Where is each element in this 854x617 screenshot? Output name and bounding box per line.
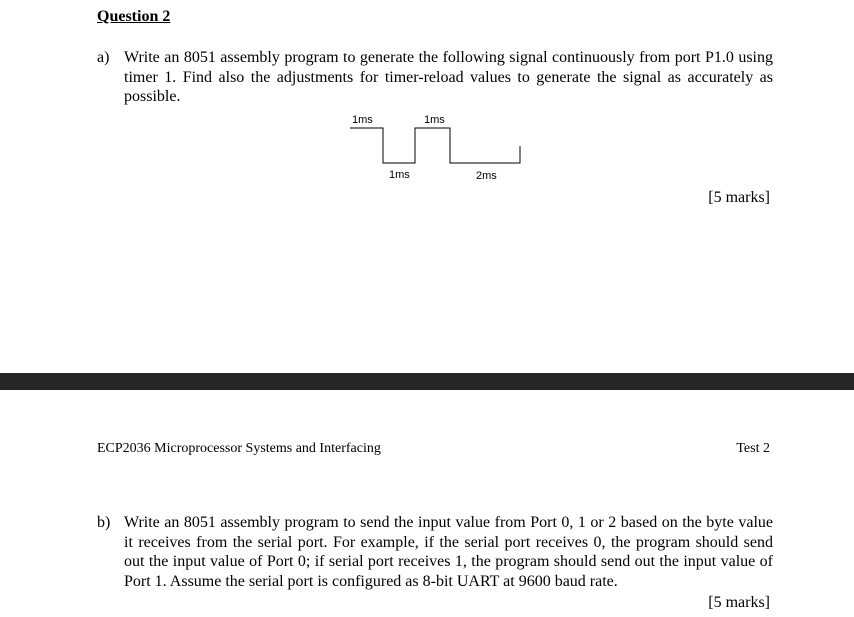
page-break-bar — [0, 373, 854, 390]
part-a — [97, 48, 773, 107]
question-title: Question 2 — [97, 8, 171, 25]
part-b — [97, 513, 773, 591]
high-label-1: 1ms — [352, 114, 373, 126]
low-label-2: 2ms — [476, 170, 497, 182]
part-a-text: Write an 8051 assembly program to generate the following signal continuously from port P1.0 using timer 1. Find also the adjustments for timer-reload values to generate the signal as accurately as possible. — [124, 49, 773, 105]
footer-course: ECP2036 Microprocessor Systems and Interfacing — [97, 441, 381, 456]
part-a-label: a) — [97, 49, 110, 66]
signal-waveform — [350, 128, 520, 163]
part-b-label: b) — [97, 514, 111, 531]
timing-diagram — [340, 108, 540, 188]
part-b-marks: [5 marks] — [708, 594, 770, 611]
high-label-2: 1ms — [424, 114, 445, 126]
low-label-1: 1ms — [389, 169, 410, 181]
part-a-marks: [5 marks] — [708, 189, 770, 206]
part-b-text: Write an 8051 assembly program to send the input value from Port 0, 1 or 2 based on the byte value it receives from the serial port. For example, if the serial port receives 0, the program should send out the input value of Port 0; if serial port receives 1, the program should send out the input value of Port 1. Assume the serial port is configured as 8-bit UART at 9600 baud rate. — [124, 514, 773, 590]
footer-test: Test 2 — [736, 441, 770, 456]
